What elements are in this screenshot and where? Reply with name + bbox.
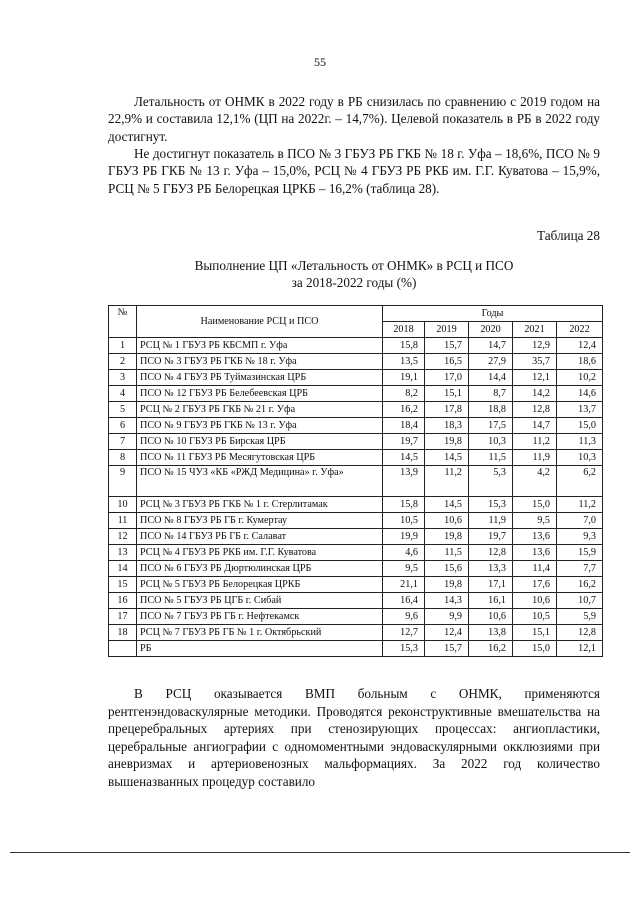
row-name: ПСО № 3 ГБУЗ РБ ГКБ № 18 г. Уфа: [137, 354, 383, 370]
row-value: 7,7: [557, 561, 603, 577]
row-value: 12,8: [513, 402, 557, 418]
row-value: 16,2: [469, 641, 513, 657]
row-number: 14: [109, 561, 137, 577]
row-name: ПСО № 12 ГБУЗ РБ Белебеевская ЦРБ: [137, 386, 383, 402]
row-value: 18,3: [425, 418, 469, 434]
row-value: 15,8: [383, 338, 425, 354]
row-value: 14,7: [513, 418, 557, 434]
row-name: ПСО № 11 ГБУЗ РБ Месягутовская ЦРБ: [137, 450, 383, 466]
row-value: 35,7: [513, 354, 557, 370]
row-name: ПСО № 6 ГБУЗ РБ Дюртюлинская ЦРБ: [137, 561, 383, 577]
row-name: ПСО № 9 ГБУЗ РБ ГКБ № 13 г. Уфа: [137, 418, 383, 434]
row-name: ПСО № 8 ГБУЗ РБ ГБ г. Кумертау: [137, 513, 383, 529]
row-value: 16,4: [383, 593, 425, 609]
table-row: [109, 561, 603, 577]
row-number: 3: [109, 370, 137, 386]
table-row: [109, 338, 603, 354]
row-value: 15,8: [383, 497, 425, 513]
row-value: 10,6: [469, 609, 513, 625]
row-number: 12: [109, 529, 137, 545]
table-row: [109, 609, 603, 625]
row-value: 15,0: [513, 641, 557, 657]
row-value: 9,9: [425, 609, 469, 625]
row-number: 4: [109, 386, 137, 402]
row-value: 10,3: [557, 450, 603, 466]
row-number: [109, 641, 137, 657]
table-row: [109, 497, 603, 513]
row-name: РСЦ № 2 ГБУЗ РБ ГКБ № 21 г. Уфа: [137, 402, 383, 418]
row-value: 15,1: [513, 625, 557, 641]
row-value: 14,6: [557, 386, 603, 402]
row-value: 14,7: [469, 338, 513, 354]
row-value: 12,8: [557, 625, 603, 641]
row-value: 19,8: [425, 577, 469, 593]
header-years: Годы: [383, 306, 603, 322]
row-value: 16,2: [383, 402, 425, 418]
row-value: 12,1: [513, 370, 557, 386]
row-value: 11,9: [469, 513, 513, 529]
row-value: 19,9: [383, 529, 425, 545]
row-value: 17,1: [469, 577, 513, 593]
table-row: [109, 513, 603, 529]
row-value: 11,2: [513, 434, 557, 450]
table-row: [109, 370, 603, 386]
row-value: 10,6: [425, 513, 469, 529]
row-value: 15,6: [425, 561, 469, 577]
row-value: 11,9: [513, 450, 557, 466]
row-value: 15,9: [557, 545, 603, 561]
row-value: 9,6: [383, 609, 425, 625]
row-name: ПСО № 10 ГБУЗ РБ Бирская ЦРБ: [137, 434, 383, 450]
row-value: 12,8: [469, 545, 513, 561]
table-row: [109, 402, 603, 418]
row-number: 18: [109, 625, 137, 641]
row-value: 18,8: [469, 402, 513, 418]
row-value: 14,4: [469, 370, 513, 386]
row-value: 19,7: [469, 529, 513, 545]
row-name: ПСО № 5 ГБУЗ РБ ЦГБ г. Сибай: [137, 593, 383, 609]
row-value: 13,9: [383, 466, 425, 497]
row-value: 19,1: [383, 370, 425, 386]
row-value: 6,2: [557, 466, 603, 497]
row-value: 12,1: [557, 641, 603, 657]
table-title-line1: Выполнение ЦП «Летальность от ОНМК» в РСЦ и ПСО: [194, 258, 514, 273]
row-number: 10: [109, 497, 137, 513]
row-value: 11,3: [557, 434, 603, 450]
row-value: 17,6: [513, 577, 557, 593]
table-row: [109, 577, 603, 593]
row-value: 16,5: [425, 354, 469, 370]
table-row: [109, 641, 603, 657]
row-value: 17,8: [425, 402, 469, 418]
footer-divider: [10, 852, 630, 853]
row-value: 14,5: [425, 497, 469, 513]
table-row: [109, 593, 603, 609]
row-value: 19,8: [425, 529, 469, 545]
row-value: 10,7: [557, 593, 603, 609]
row-number: 15: [109, 577, 137, 593]
row-number: 1: [109, 338, 137, 354]
paragraph-vmp: В РСЦ оказывается ВМП больным с ОНМК, применяются рентгенэндоваскулярные методики. Проводятся реконструктивные вмешательства на прецеребральных артериях при стенозирующих процессах: ангиопластики, церебральные ангиографии с одномоментными эндоваскулярными окклюзиями при аневризмах и артериовенозных мальформациях. За 2022 год количество вышеназванных процедур составило: [108, 686, 600, 789]
row-value: 13,8: [469, 625, 513, 641]
row-number: 6: [109, 418, 137, 434]
row-value: 17,0: [425, 370, 469, 386]
row-value: 15,1: [425, 386, 469, 402]
row-number: 11: [109, 513, 137, 529]
paragraph-not-achieved: Не достигнут показатель в ПСО № 3 ГБУЗ РБ ГКБ № 18 г. Уфа – 18,6%, ПСО № 9 ГБУЗ РБ ГКБ № 13 г. Уфа – 15,0%, РСЦ № 4 ГБУЗ РБ РКБ им. Г.Г. Куватова – 15,9%, РСЦ № 5 ГБУЗ РБ Белорецкая ЦРКБ – 16,2% (таблица 28).: [108, 146, 600, 196]
header-name: Наименование РСЦ и ПСО: [137, 306, 383, 338]
row-value: 13,6: [513, 529, 557, 545]
lethality-table: [108, 305, 603, 657]
row-value: 15,3: [469, 497, 513, 513]
row-number: 17: [109, 609, 137, 625]
row-value: 15,7: [425, 641, 469, 657]
row-name: РСЦ № 5 ГБУЗ РБ Белорецкая ЦРКБ: [137, 577, 383, 593]
table-row: [109, 354, 603, 370]
row-value: 8,7: [469, 386, 513, 402]
row-number: 16: [109, 593, 137, 609]
row-value: 8,2: [383, 386, 425, 402]
row-value: 12,4: [557, 338, 603, 354]
row-value: 19,8: [425, 434, 469, 450]
row-value: 14,3: [425, 593, 469, 609]
row-name: ПСО № 14 ГБУЗ РБ ГБ г. Салават: [137, 529, 383, 545]
row-value: 5,3: [469, 466, 513, 497]
row-value: 11,2: [557, 497, 603, 513]
row-value: 12,4: [425, 625, 469, 641]
table-row: [109, 466, 603, 497]
row-value: 15,0: [513, 497, 557, 513]
table-row: [109, 450, 603, 466]
table-row: [109, 529, 603, 545]
row-name: РСЦ № 1 ГБУЗ РБ КБСМП г. Уфа: [137, 338, 383, 354]
row-value: 15,3: [383, 641, 425, 657]
row-value: 4,2: [513, 466, 557, 497]
table-row: [109, 545, 603, 561]
row-value: 4,6: [383, 545, 425, 561]
row-number: 5: [109, 402, 137, 418]
header-year: 2018: [383, 322, 425, 338]
row-name: ПСО № 15 ЧУЗ «КБ «РЖД Медицина» г. Уфа»: [137, 466, 383, 497]
row-value: 18,6: [557, 354, 603, 370]
row-value: 11,5: [469, 450, 513, 466]
row-value: 14,5: [383, 450, 425, 466]
row-name: РСЦ № 7 ГБУЗ РБ ГБ № 1 г. Октябрьский: [137, 625, 383, 641]
row-number: 13: [109, 545, 137, 561]
row-value: 17,5: [469, 418, 513, 434]
row-value: 27,9: [469, 354, 513, 370]
row-number: 8: [109, 450, 137, 466]
row-value: 14,5: [425, 450, 469, 466]
row-value: 14,2: [513, 386, 557, 402]
row-number: 9: [109, 466, 137, 497]
paragraph-lethality-summary: Летальность от ОНМК в 2022 году в РБ снизилась по сравнению с 2019 годом на 22,9% и составила 12,1% (ЦП на 2022г. – 14,7%). Целевой показатель в РБ в 2022 году достигнут.: [108, 94, 600, 144]
row-value: 5,9: [557, 609, 603, 625]
row-value: 10,2: [557, 370, 603, 386]
header-year: 2019: [425, 322, 469, 338]
table-title-line2: за 2018-2022 годы (%): [291, 275, 417, 290]
row-value: 9,5: [513, 513, 557, 529]
row-value: 19,7: [383, 434, 425, 450]
row-name: РБ: [137, 641, 383, 657]
row-value: 7,0: [557, 513, 603, 529]
row-name: РСЦ № 4 ГБУЗ РБ РКБ им. Г.Г. Куватова: [137, 545, 383, 561]
header-year: 2020: [469, 322, 513, 338]
row-value: 12,9: [513, 338, 557, 354]
row-value: 10,6: [513, 593, 557, 609]
row-value: 16,2: [557, 577, 603, 593]
row-value: 9,5: [383, 561, 425, 577]
row-value: 16,1: [469, 593, 513, 609]
row-name: ПСО № 7 ГБУЗ РБ ГБ г. Нефтекамск: [137, 609, 383, 625]
row-value: 11,5: [425, 545, 469, 561]
header-year: 2022: [557, 322, 603, 338]
row-value: 13,6: [513, 545, 557, 561]
header-year: 2021: [513, 322, 557, 338]
page-number: 55: [314, 55, 326, 69]
row-value: 13,5: [383, 354, 425, 370]
row-value: 11,2: [425, 466, 469, 497]
row-number: 2: [109, 354, 137, 370]
table-title: [108, 257, 600, 291]
row-value: 13,7: [557, 402, 603, 418]
table-row: [109, 418, 603, 434]
row-value: 9,3: [557, 529, 603, 545]
header-number: №: [109, 306, 137, 338]
row-value: 15,7: [425, 338, 469, 354]
row-value: 10,5: [383, 513, 425, 529]
row-value: 12,7: [383, 625, 425, 641]
table-caption: Таблица 28: [537, 228, 600, 243]
row-value: 10,5: [513, 609, 557, 625]
row-name: ПСО № 4 ГБУЗ РБ Туймазинская ЦРБ: [137, 370, 383, 386]
table-row: [109, 434, 603, 450]
row-number: 7: [109, 434, 137, 450]
row-value: 13,3: [469, 561, 513, 577]
row-value: 21,1: [383, 577, 425, 593]
row-value: 10,3: [469, 434, 513, 450]
row-value: 18,4: [383, 418, 425, 434]
table-row: [109, 386, 603, 402]
table-body: [109, 338, 603, 657]
row-name: РСЦ № 3 ГБУЗ РБ ГКБ № 1 г. Стерлитамак: [137, 497, 383, 513]
row-value: 11,4: [513, 561, 557, 577]
table-row: [109, 625, 603, 641]
row-value: 15,0: [557, 418, 603, 434]
